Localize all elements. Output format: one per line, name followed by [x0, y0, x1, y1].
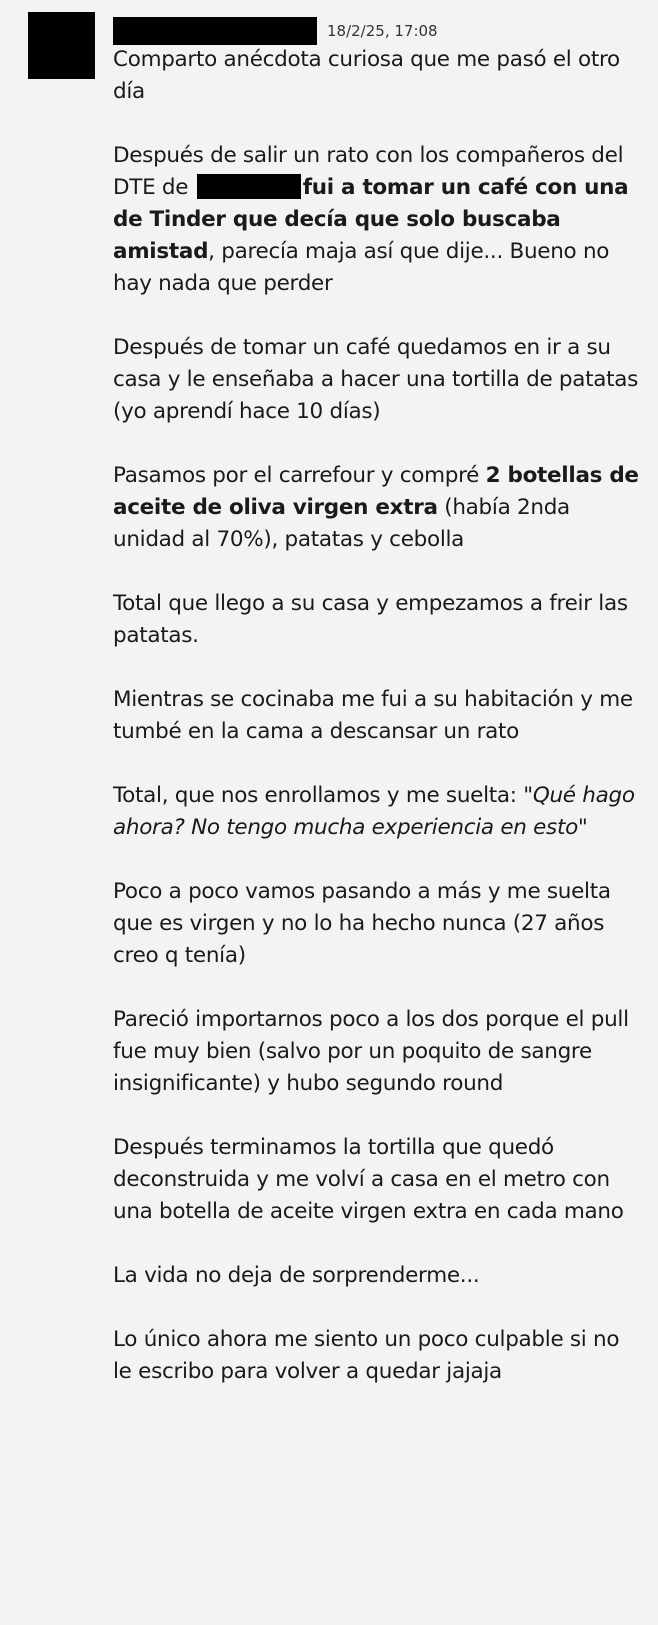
paragraph-4-bold: 2 botellas de aceite de oliva virgen extra [113, 463, 639, 520]
paragraph-6: Mientras se cocinaba me fui a su habitación y me tumbé en la cama a descansar un rato [113, 687, 633, 744]
paragraph-9: Pareció importarnos poco a los dos porque el pull fue muy bien (salvo por un poquito de sangre insignificante) y hubo segundo round [113, 1007, 629, 1096]
paragraph-2-bold: fui a tomar un café con una de Tinder que decía que solo buscaba amistad [113, 175, 629, 264]
paragraph-2 [113, 140, 643, 300]
paragraph-7 [113, 780, 643, 844]
paragraph-4-text-b: (había 2nda unidad al 70%), patatas y cebolla [113, 495, 570, 552]
message-timestamp: 18/2/25, 17:08 [327, 22, 438, 40]
paragraph-3: Después de tomar un café quedamos en ir a su casa y le enseñaba a hacer una tortilla de patatas (yo aprendí hace 10 días) [113, 335, 639, 424]
paragraph-4-text-a: Pasamos por el carrefour y compré [113, 463, 480, 488]
paragraph-8: Poco a poco vamos pasando a más y me suelta que es virgen y no lo ha hecho nunca (27 años creo q tenía) [113, 879, 611, 968]
location-redacted [197, 174, 301, 199]
paragraph-1: Comparto anécdota curiosa que me pasó el otro día [113, 47, 620, 104]
message-body [113, 44, 643, 1420]
avatar-redacted[interactable] [28, 12, 95, 79]
paragraph-7-quote: "Qué hago ahora? No tengo mucha experiencia en esto" [113, 783, 635, 840]
paragraph-11: La vida no deja de sorprenderme... [113, 1263, 480, 1288]
username-redacted[interactable] [113, 17, 317, 45]
message-header [113, 16, 438, 46]
paragraph-2-text-b: , parecía maja así que dije... Bueno no hay nada que perder [113, 239, 610, 296]
paragraph-4 [113, 460, 643, 556]
paragraph-7-text-a: Total, que nos enrollamos y me suelta: [113, 783, 517, 808]
paragraph-2-text-a: Después de salir un rato con los compañeros del DTE de [113, 143, 624, 200]
paragraph-12: Lo único ahora me siento un poco culpable si no le escribo para volver a quedar jajaja [113, 1327, 620, 1384]
paragraph-10: Después terminamos la tortilla que quedó deconstruida y me volví a casa en el metro con una botella de aceite virgen extra en cada mano [113, 1135, 624, 1224]
paragraph-5: Total que llego a su casa y empezamos a freir las patatas. [113, 591, 628, 648]
